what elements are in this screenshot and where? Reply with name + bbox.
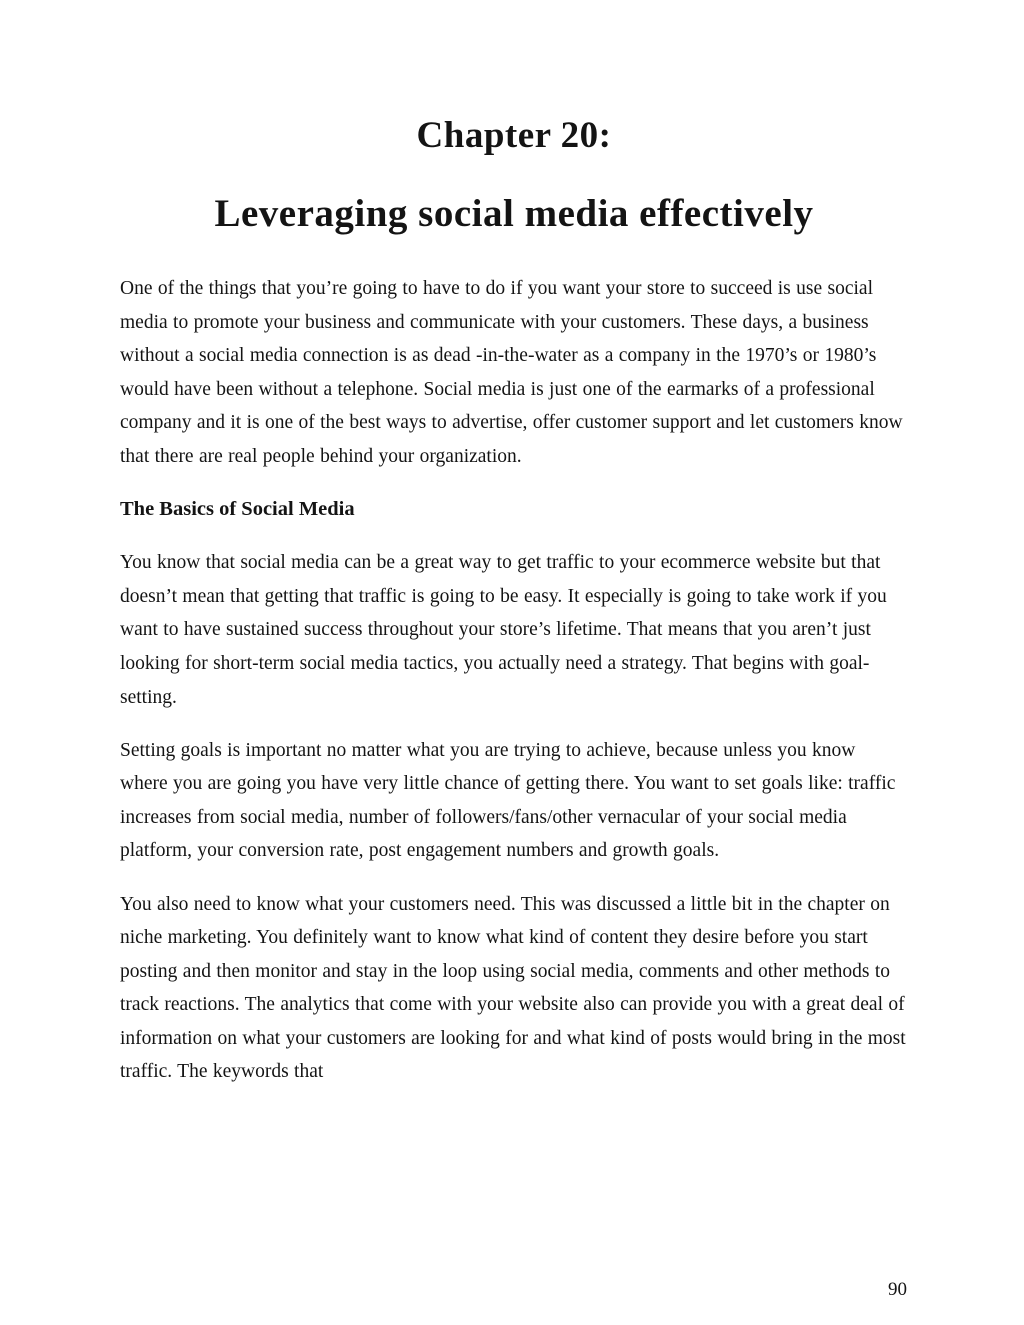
- section-heading: The Basics of Social Media: [120, 498, 355, 521]
- paragraph: You also need to know what your customers need. This was discussed a little bit in the chapter on niche marketing. You definitely want to know what kind of content they desire before you start posting and then monitor and stay in the loop using social media, comments and other methods to track reactions. The analytics that come with your website also can provide you with a great deal of information on what your customers are looking for and what kind of posts would bring in the most traffic. The keywords that: [120, 893, 906, 1083]
- text-column: [120, 0, 908, 1089]
- paragraph-intro: One of the things that you’re going to have to do if you want your store to succeed is use social media to promote your business and communicate with your customers. These days, a business without a social media connection is as dead -in-the-water as a company in the 1970’s or 1980’s would have been without a telephone. Social media is just one of the earmarks of a professional company and it is one of the best ways to advertise, offer customer support and let customers know that there are real people behind your organization.: [120, 278, 903, 467]
- paragraph: Setting goals is important no matter what you are trying to achieve, because unless you know where you are going you have very little chance of getting there. You want to set goals like: traffic increases from social media, number of followers/fans/other vernacular of your social media platform, your conversion rate, post engagement numbers and growth goals.: [120, 739, 896, 862]
- chapter-title: Chapter 20:: [416, 115, 612, 156]
- page-number: 90: [888, 1279, 907, 1300]
- paragraph: You know that social media can be a great way to get traffic to your ecommerce website but that doesn’t mean that getting that traffic is going to be easy. It especially is going to take work if you want to have sustained success throughout your store’s lifetime. That means that you aren’t just looking for short-term social media tactics, you actually need a strategy. That begins with goal-setting.: [120, 552, 887, 708]
- chapter-subtitle: Leveraging social media effectively: [214, 192, 814, 235]
